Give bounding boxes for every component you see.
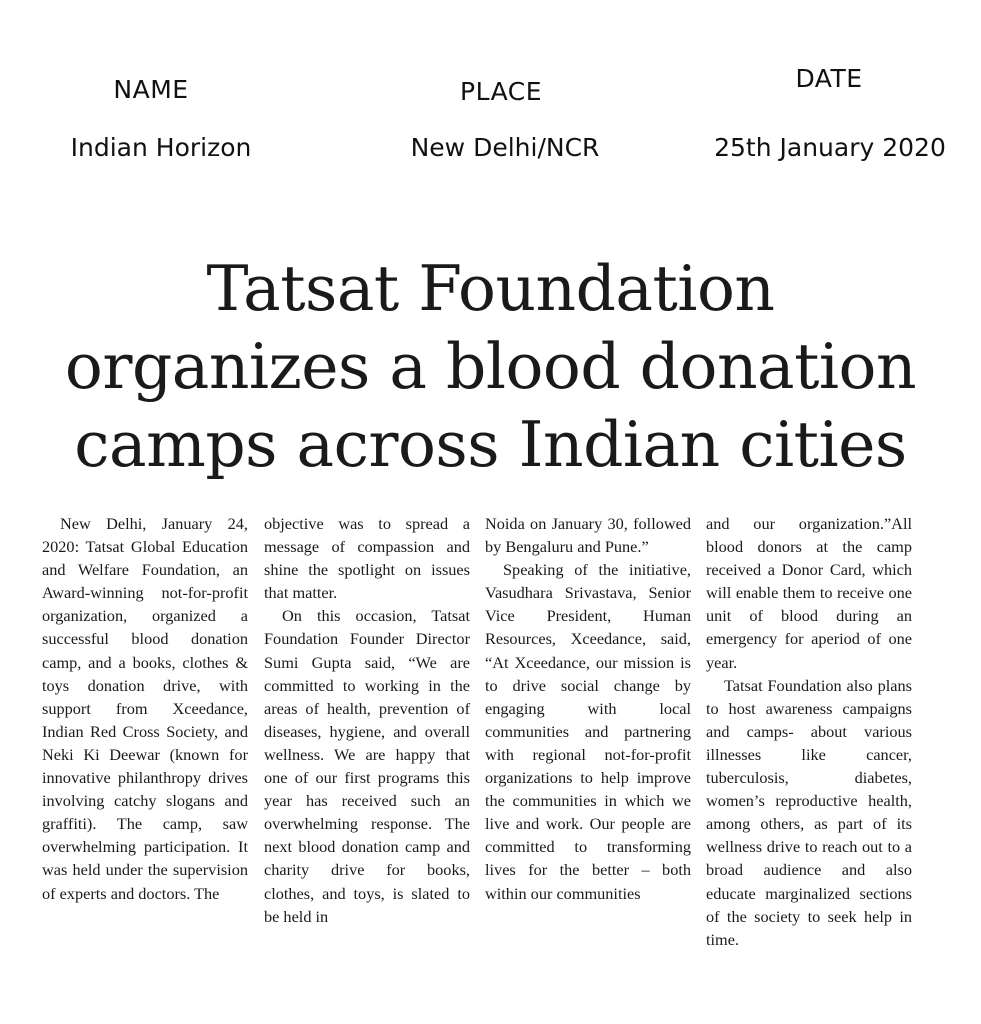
- place-label: PLACE: [460, 77, 542, 106]
- paragraph: and our organization.”All blood donors at the camp received a Donor Card, which will enable them to receive one unit of blood during an emergency for aperiod of one year.: [706, 514, 912, 672]
- article-column-3: [485, 512, 691, 905]
- article-column-4: [706, 512, 912, 951]
- headline-line: organizes a blood donation: [64, 330, 917, 403]
- name-label: NAME: [113, 75, 189, 104]
- article-body: [42, 512, 954, 982]
- name-value: Indian Horizon: [70, 133, 252, 162]
- article-column-1: [42, 512, 248, 905]
- article-column-2: [264, 512, 470, 928]
- paragraph: On this occasion, Tatsat Foundation Founder Director Sumi Gupta said, “We are committed to working in the areas of health, prevention of diseases, hygiene, and overall wellness. We are happy that one of our first programs this year has received such an overwhelming response. The next blood donation camp and charity drive for books, clothes, and toys, is slated to be held in: [264, 606, 470, 926]
- paragraph: Speaking of the initiative, Vasudhara Srivastava, Senior Vice President, Human Resources, Xceedance, said, “At Xceedance, our mission is to drive social change by engaging with local communities and partnering with regional not-for-profit organizations to help improve the communities in which we live and work. Our people are committed to transforming lives for the better – both within our communities: [485, 560, 691, 903]
- paragraph: Tatsat Foundation also plans to host awareness campaigns and camps- about various illnesses like cancer, tuberculosis, diabetes, women’s reproductive health, among others, as part of its wellness drive to reach out to a broad audience and also educate marginalized sections of the society to seek help in time.: [706, 675, 912, 949]
- paragraph: New Delhi, January 24, 2020: Tatsat Global Education and Welfare Foundation, an Award-winning not-for-profit organization, organized a successful blood donation camp, and a books, clothes & toys donation drive, with support from Xceedance, Indian Red Cross Society, and Neki Ki Deewar (known for innovative philanthropy drives involving catchy slogans and graffiti). The camp, saw overwhelming participation. It was held under the supervision of experts and doctors. The: [42, 514, 248, 903]
- date-value: 25th January 2020: [714, 133, 946, 162]
- paragraph: Noida on January 30, followed by Bengaluru and Pune.”: [485, 514, 691, 557]
- paragraph: objective was to spread a message of compassion and shine the spotlight on issues that matter.: [264, 514, 470, 603]
- headline-line: camps across Indian cities: [74, 408, 907, 481]
- place-value: New Delhi/NCR: [410, 133, 600, 162]
- date-label: DATE: [795, 64, 863, 93]
- headline: [0, 250, 981, 484]
- headline-line: Tatsat Foundation: [206, 252, 775, 325]
